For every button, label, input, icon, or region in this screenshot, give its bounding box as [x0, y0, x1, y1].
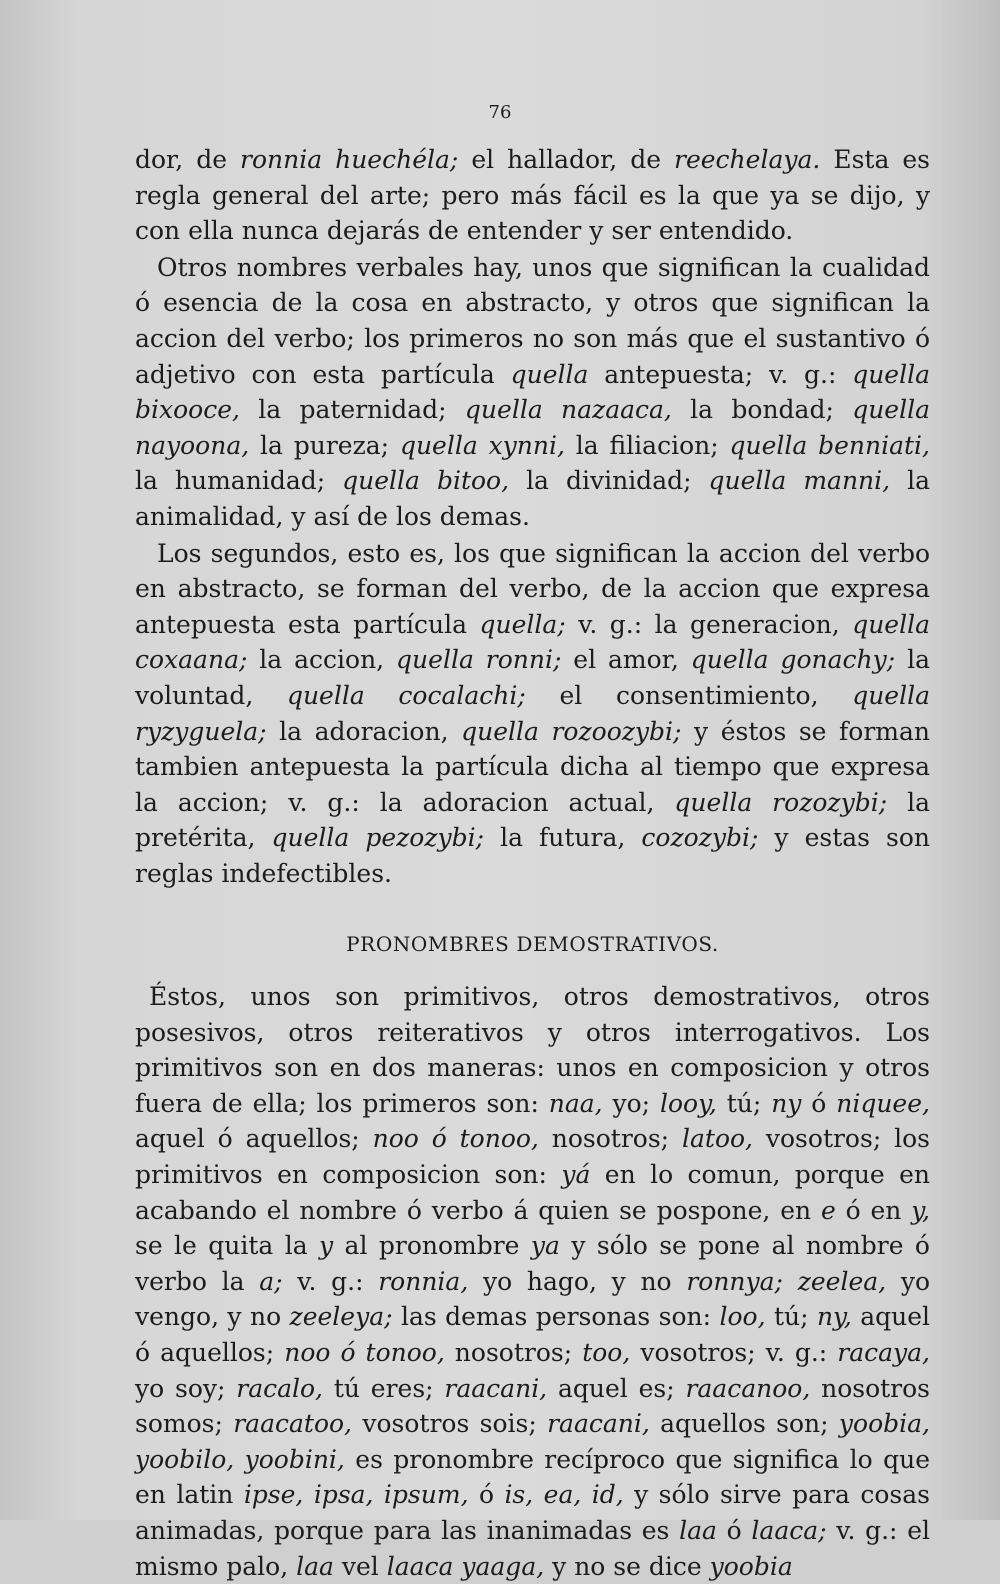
section-heading: PRONOMBRES DEMOSTRATIVOS.	[346, 932, 719, 957]
paragraph-4: Éstos, unos son primitivos, otros demostrativos, otros posesivos, otros reiterativos y otros interrogativos. Los primitivos son en dos maneras: unos en composicion y otros fuera de ella; los primeros son: naa, yo; looy, tú; ny ó niquee, aquel ó aquellos; noo ó tonoo, nosotros; latoo, vosotros; los primitivos en composicion son: yá en lo comun, porque en acabando el nombre ó verbo á quien se pospone, en e ó en y, se le quita la y al pronombre ya y sólo se pone al nombre ó verbo la a; v. g.: ronnia, yo hago, y no ronnya; zeelea, yo vengo, y no zeeleya; las demas personas son: loo, tú; ny, aquel ó aquellos; noo ó tonoo, nosotros; too, vosotros; v. g.: racaya, yo soy; racalo, tú eres; raacani, aquel es; raacanoo, nosotros somos; raacatoo, vosotros sois; raacani, aquellos son; yoobia, yoobilo, yoobini, es pronombre recíproco que significa lo que en latin ipse, ipsa, ipsum, ó is, ea, id, y sólo sirve para cosas animadas, porque para las inanimadas es laa ó laaca; v. g.: el mismo palo, laa vel laaca yaaga, y no se dice yoobia	[135, 982, 931, 1581]
paragraph-2: Otros nombres verbales hay, unos que significan la cualidad ó esencia de la cosa en abstracto, y otros que significan la accion del verbo; los primeros no son más que el sustantivo ó adjetivo con esta partícula quella antepuesta; v. g.: quella bixooce, la paternidad; quella nazaaca, la bondad; quella nayoona, la pureza; quella xynni, la filiacion; quella benniati, la humanidad; quella bitoo, la divinidad; quella manni, la animalidad, y así de los demas.	[135, 252, 931, 531]
page-number: 76	[488, 102, 512, 123]
body-text	[135, 142, 930, 1584]
paragraph-3: Los segundos, esto es, los que significan la accion del verbo en abstracto, se forman del verbo, de la accion que expresa antepuesta esta partícula quella; v. g.: la generacion, quella coxaana; la accion, quella ronni; el amor, quella gonachy; la voluntad, quella cocalachi; el consentimiento, quella ryzyguela; la adoracion, quella rozoozybi; y éstos se forman tambien antepuesta la partícula dicha al tiempo que expresa la accion; v. g.: la adoracion actual, quella rozozybi; la pretérita, quella pezozybi; la futura, cozozybi; y estas son reglas indefectibles.	[135, 538, 931, 888]
paragraph-1: dor, de ronnia huechéla; el hallador, de reechelaya. Esta es regla general del arte; pero más fácil es la que ya se dijo, y con ella nunca dejarás de entender y ser entendido.	[135, 145, 930, 246]
